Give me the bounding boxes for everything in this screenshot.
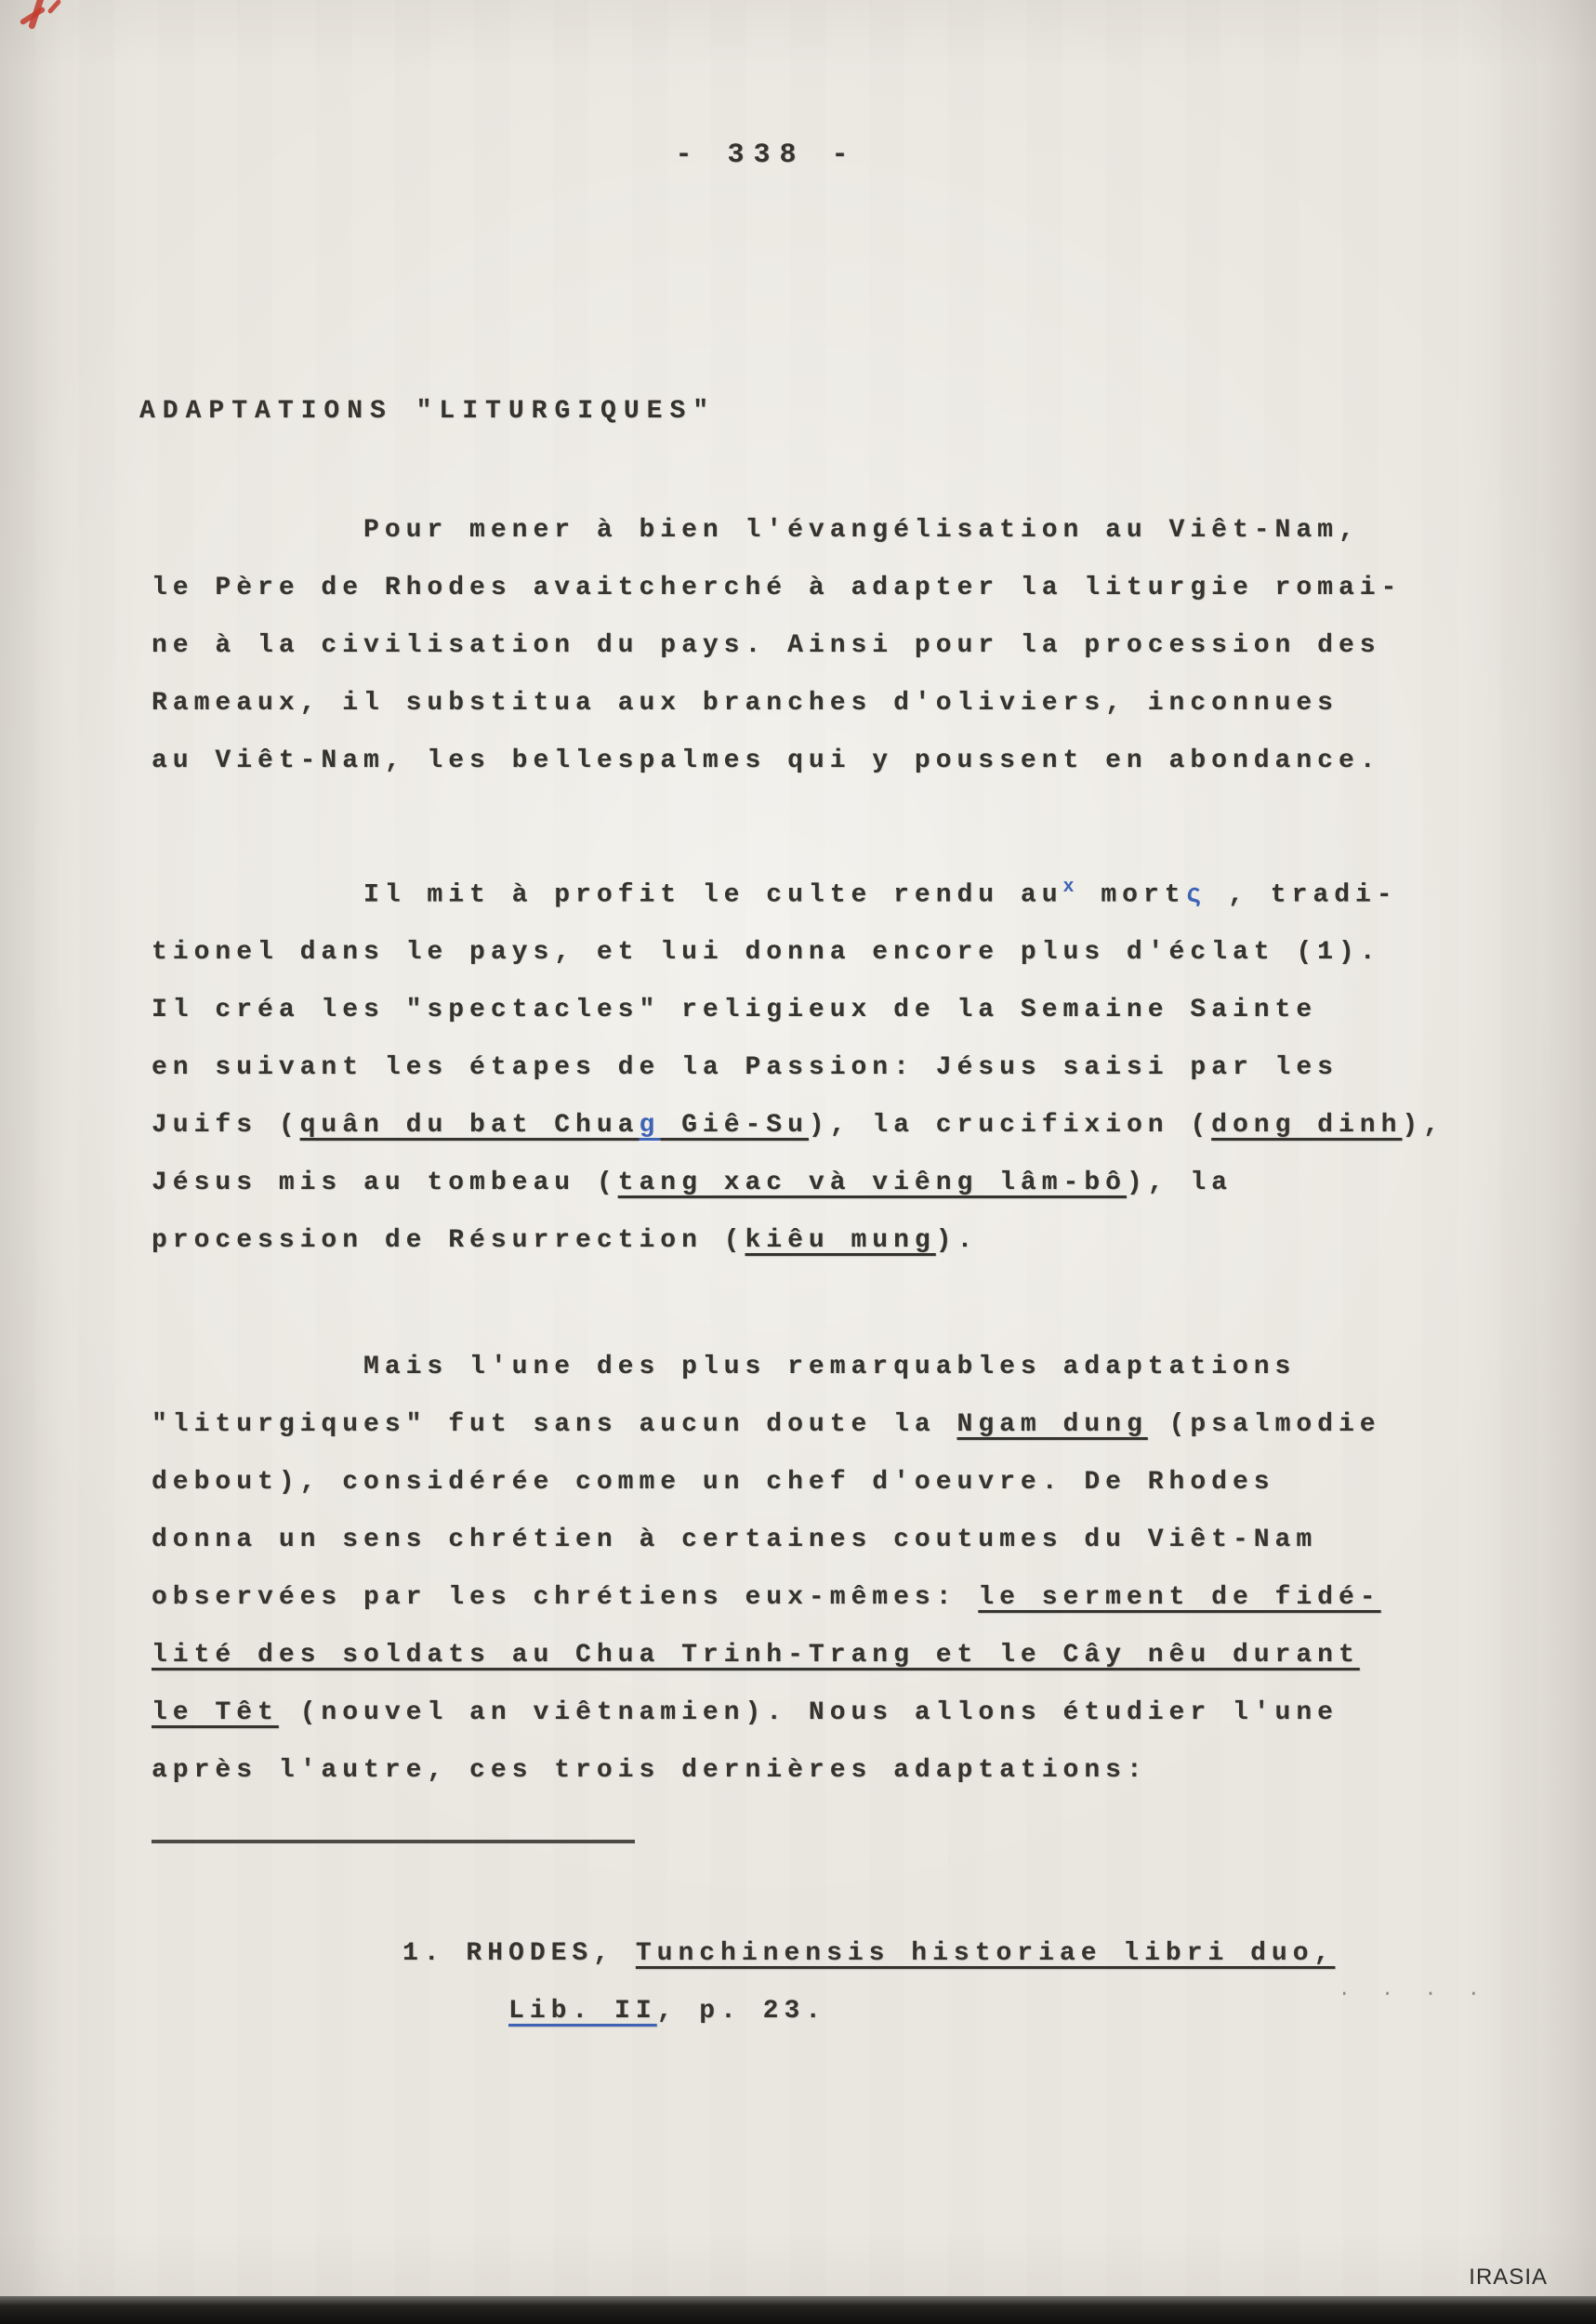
text-segment: (psalmodie: [1147, 1410, 1381, 1440]
text-line: [152, 1627, 1540, 1684]
text-line: [152, 675, 1540, 733]
paragraph: [152, 859, 1540, 1270]
text-segment: après l'autre, ces trois dernières adaptations:: [152, 1756, 1148, 1786]
text-segment: , p. 23.: [656, 1997, 827, 2027]
scan-dots-mark: . . . .: [1338, 1978, 1489, 2001]
page-number: - 338 -: [675, 139, 858, 171]
text-segment: ).: [935, 1226, 979, 1256]
text-line: [152, 1454, 1540, 1512]
text-segment: ), la crucifixion (: [808, 1111, 1212, 1141]
text-segment: x: [1062, 877, 1080, 898]
text-line: [152, 1339, 1540, 1396]
text-segment: ), la: [1126, 1169, 1233, 1198]
text-line: [152, 924, 1540, 982]
text-line: [152, 982, 1540, 1039]
text-segment: observées par les chrétiens eux-mêmes:: [152, 1583, 979, 1613]
text-segment: ς: [1185, 880, 1207, 910]
footnote-separator: [152, 1840, 635, 1843]
text-segment: [402, 1997, 508, 2026]
text-segment: Juifs (: [152, 1111, 300, 1141]
text-segment: debout), considérée comme un chef d'oeuvre. De Rhodes: [152, 1468, 1275, 1498]
text-segment: ),: [1402, 1111, 1445, 1141]
text-segment: au Viêt-Nam, les bellespalmes qui y poussent en abondance.: [152, 746, 1381, 775]
text-segment: tionel dans le pays, et lui donna encore plus d'éclat (1).: [152, 938, 1381, 968]
text-line: [152, 733, 1540, 790]
text-segment: Il mit à profit le culte rendu au: [152, 880, 1063, 910]
text-segment: en suivant les étapes de la Passion: Jésus saisi par les: [152, 1053, 1339, 1083]
text-line: [152, 502, 1540, 560]
text-segment: Pour mener à bien l'évangélisation au Viêt-Nam,: [152, 516, 1360, 545]
text-segment: quân du bat Chua: [299, 1111, 640, 1141]
text-line: [152, 1212, 1540, 1270]
text-segment: lité des soldats au Chua Trinh-Trang et le Cây nêu durant: [152, 1641, 1360, 1670]
text-segment: Jésus mis au tombeau (: [152, 1169, 618, 1198]
text-segment: Mais l'une des plus remarquables adaptations: [152, 1353, 1297, 1382]
body-text: [152, 502, 1540, 1800]
text-line: [152, 859, 1540, 924]
text-segment: tang xac và viêng lâm-bô: [617, 1169, 1127, 1198]
text-segment: Il créa les "spectacles" religieux de la Semaine Sainte: [152, 996, 1318, 1025]
text-segment: Lib. II: [508, 1997, 657, 2027]
text-segment: le Têt: [152, 1698, 279, 1728]
text-line: [152, 1684, 1540, 1742]
text-segment: mort: [1079, 880, 1186, 910]
text-segment: , tradi-: [1207, 880, 1398, 910]
text-line: [402, 1925, 1596, 1983]
text-segment: ne à la civilisation du pays. Ainsi pour la procession des: [152, 631, 1381, 660]
paragraph: [152, 1339, 1540, 1800]
text-segment: Giê-Su: [660, 1111, 809, 1141]
text-segment: Tunchinensis historiae libri duo,: [635, 1939, 1336, 1969]
text-line: [152, 1396, 1540, 1454]
text-segment: 1. RHODES,: [402, 1939, 636, 1969]
paragraph: [152, 502, 1540, 790]
text-line: [152, 617, 1540, 675]
text-segment: kiêu mung: [745, 1226, 936, 1256]
text-segment: dong dinh: [1211, 1111, 1403, 1141]
text-line: [152, 560, 1540, 617]
text-segment: (nouvel an viêtnamien). Nous allons étudier l'une: [278, 1698, 1339, 1728]
text-line: [152, 1569, 1540, 1627]
text-segment: Rameaux, il substitua aux branches d'oliviers, inconnues: [152, 689, 1339, 718]
text-segment: g: [639, 1111, 661, 1141]
text-line: [152, 1512, 1540, 1569]
text-line: [152, 1155, 1540, 1212]
text-line: [152, 1039, 1540, 1097]
text-line: [152, 1742, 1540, 1800]
text-segment: le Père de Rhodes avaitcherché à adapter la liturgie romai-: [152, 574, 1403, 602]
text-segment: donna un sens chrétien à certaines coutumes du Viêt-Nam: [152, 1525, 1318, 1555]
text-segment: Ngam dung: [956, 1410, 1148, 1440]
text-line: [152, 1097, 1540, 1155]
text-segment: procession de Résurrection (: [152, 1226, 745, 1256]
text-segment: "liturgiques" fut sans aucun doute la: [152, 1410, 957, 1440]
watermark-label: IRASIA: [1469, 2265, 1548, 2290]
text-segment: le serment de fidé-: [978, 1583, 1381, 1613]
document-heading: ADAPTATIONS "LITURGIQUES": [139, 397, 717, 426]
scan-bottom-bar: [0, 2296, 1596, 2324]
